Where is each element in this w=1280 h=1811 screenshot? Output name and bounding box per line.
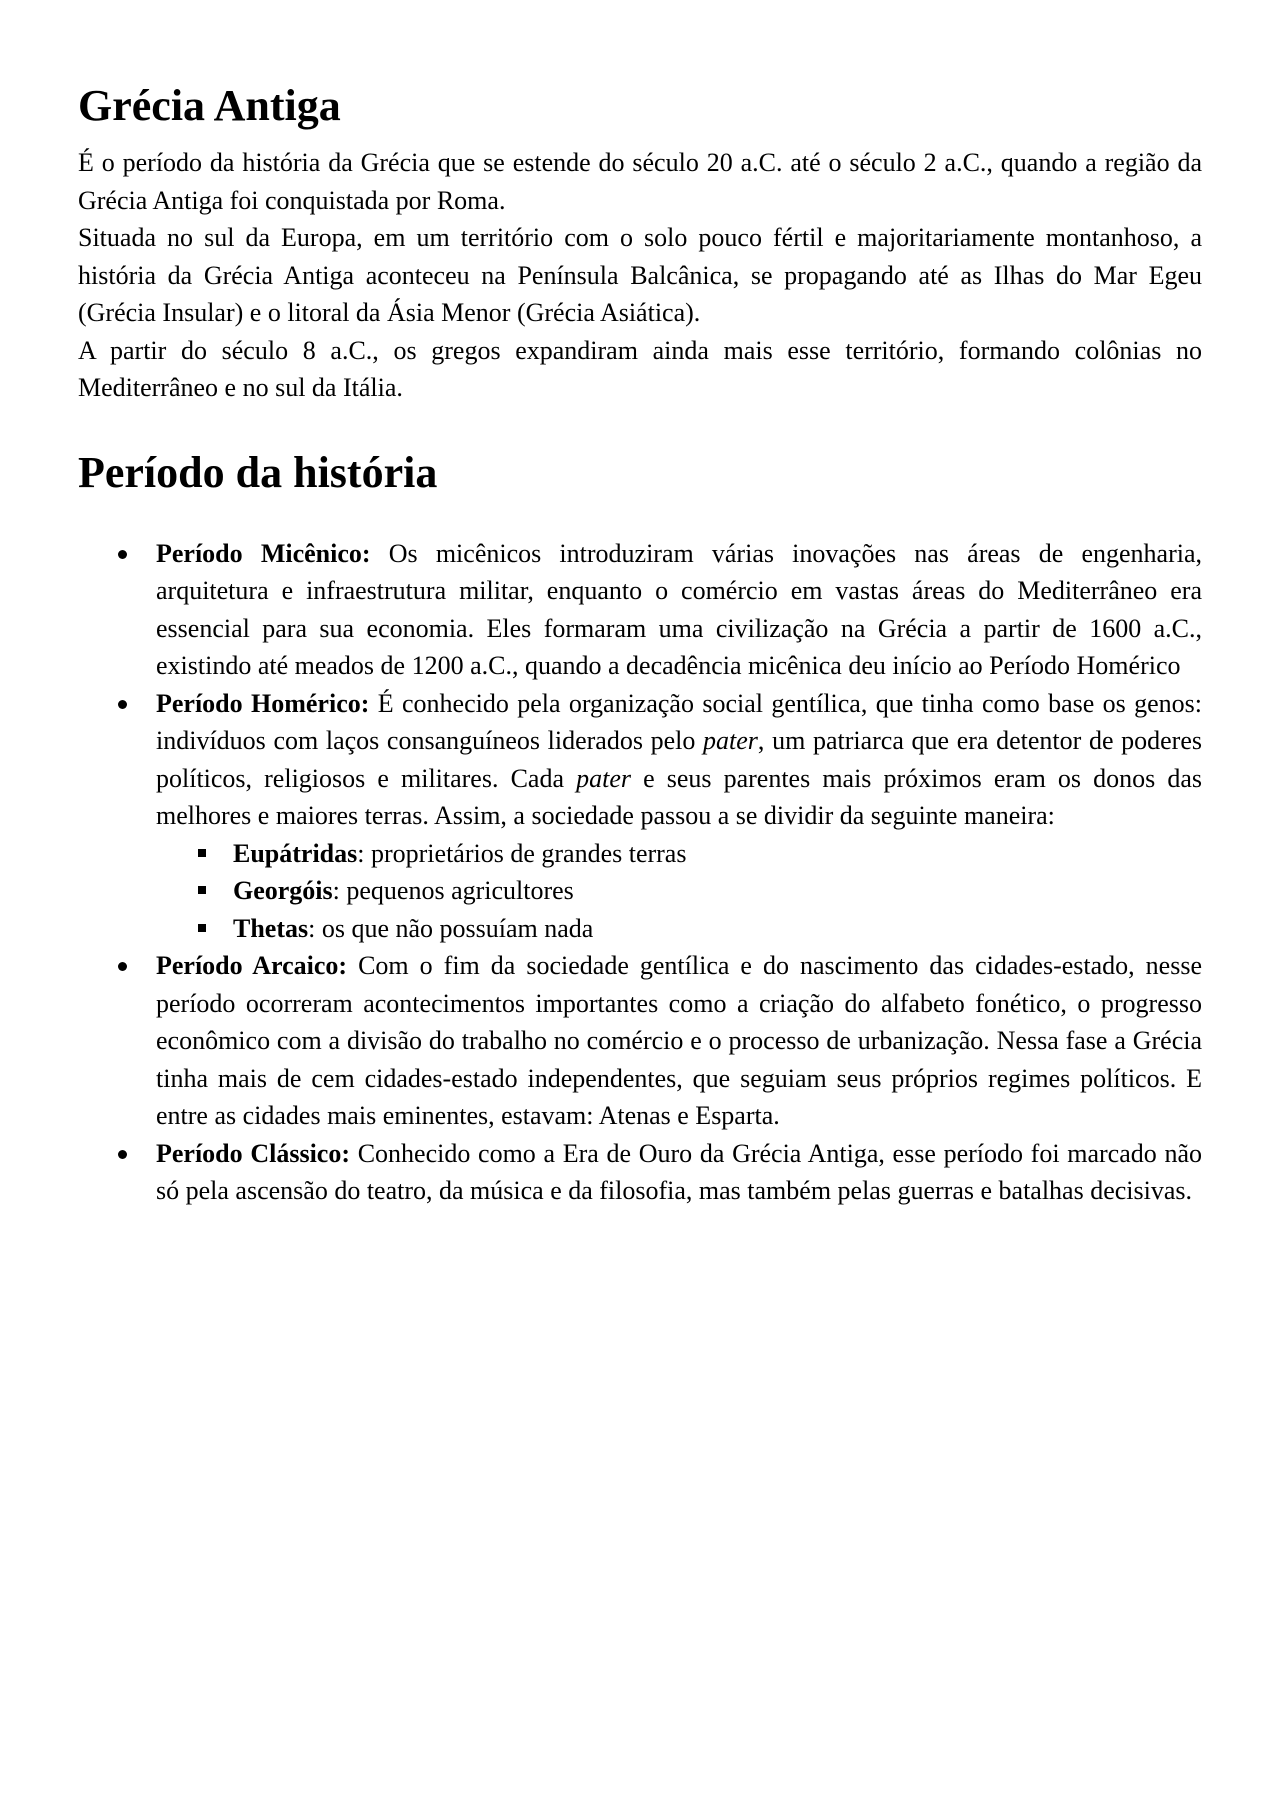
term-thetas: Thetas <box>233 913 309 943</box>
term-micenico: Período Micênico: <box>156 538 371 568</box>
bullet-icon <box>118 550 127 559</box>
italic-pater-a: pater <box>703 726 758 755</box>
section-title-periodo: Período da história <box>78 447 438 497</box>
text-thetas: : os que não possuíam nada <box>308 913 594 943</box>
term-georgois: Georgóis <box>233 876 333 905</box>
text-georgois: : pequenos agricultores <box>332 876 574 905</box>
social-class-list <box>156 835 1202 948</box>
square-bullet-icon <box>198 849 206 857</box>
list-item-homerico <box>156 685 1202 948</box>
paragraph-intro: É o período da história da Grécia que se estende do século 20 a.C. até o século 2 a.C., quando a região da Grécia Antiga foi conquistada por Roma. <box>78 148 1202 215</box>
text-micenico: Os micênicos introduziram várias inovações nas áreas de engenharia, arquitetura e infraestrutura militar, enquanto o comércio em vastas áreas do Mediterrâneo era essencial para sua economia. Eles formaram uma civilização na Grécia a partir de 1600 a.C., existindo até meados de 1200 a.C., quando a decadência micênica deu início ao Período Homérico <box>156 538 1202 680</box>
sub-item-eupatridas <box>233 835 1202 873</box>
term-classico: Período Clássico: <box>156 1138 350 1168</box>
sub-item-thetas <box>233 910 1202 948</box>
text-classico: Conhecido como a Era de Ouro da Grécia Antiga, esse período foi marcado não só pela ascensão do teatro, da música e da filosofia, mas também pelas guerras e batalhas decisivas. <box>156 1138 1202 1205</box>
sub-item-georgois <box>233 872 1202 910</box>
term-homerico: Período Homérico: <box>156 688 370 718</box>
text-homerico-c: e seus parentes mais próximos eram os donos das melhores e maiores terras. Assim, a sociedade passou a se dividir da seguinte maneira: <box>156 763 1202 830</box>
italic-pater-b: pater <box>576 763 631 793</box>
bullet-icon <box>118 700 127 709</box>
list-item-micenico <box>156 535 1202 685</box>
paragraph-expansion: A partir do século 8 a.C., os gregos expandiram ainda mais esse território, formando colônias no Mediterrâneo e no sul da Itália. <box>78 335 1202 402</box>
text-homerico-b: , um patriarca que era detentor de poderes políticos, religiosos e militares. Cada <box>156 726 1202 793</box>
section-title-grecia-antiga: Grécia Antiga <box>78 81 341 130</box>
square-bullet-icon <box>198 924 206 932</box>
text-eupatridas: : proprietários de grandes terras <box>357 838 687 868</box>
term-arcaico: Período Arcaico: <box>156 951 348 980</box>
bullet-icon <box>118 1150 127 1159</box>
text-arcaico: Com o fim da sociedade gentílica e do nascimento das cidades-estado, nesse período ocorreram acontecimentos importantes como a criação do alfabeto fonético, o progresso econômico com a divisão do trabalho no comércio e o processo de urbanização. Nessa fase a Grécia tinha mais de cem cidades-estado independentes, que seguiam seus próprios regimes políticos. E entre as cidades mais eminentes, estavam: Atenas e Esparta. <box>156 951 1202 1130</box>
square-bullet-icon <box>198 886 206 894</box>
bullet-icon <box>118 962 127 971</box>
text-homerico-a: É conhecido pela organização social gentílica, que tinha como base os genos: indivíduos com laços consanguíneos liderados pelo <box>156 688 1202 755</box>
list-item-arcaico <box>156 947 1202 1135</box>
list-item-classico <box>156 1135 1202 1210</box>
period-list <box>78 535 1202 1210</box>
paragraph-geography: Situada no sul da Europa, em um território com o solo pouco fértil e majoritariamente montanhoso, a história da Grécia Antiga aconteceu na Península Balcânica, se propagando até as Ilhas do Mar Egeu (Grécia Insular) e o litoral da Ásia Menor (Grécia Asiática). <box>78 223 1202 327</box>
term-eupatridas: Eupátridas <box>233 838 358 868</box>
